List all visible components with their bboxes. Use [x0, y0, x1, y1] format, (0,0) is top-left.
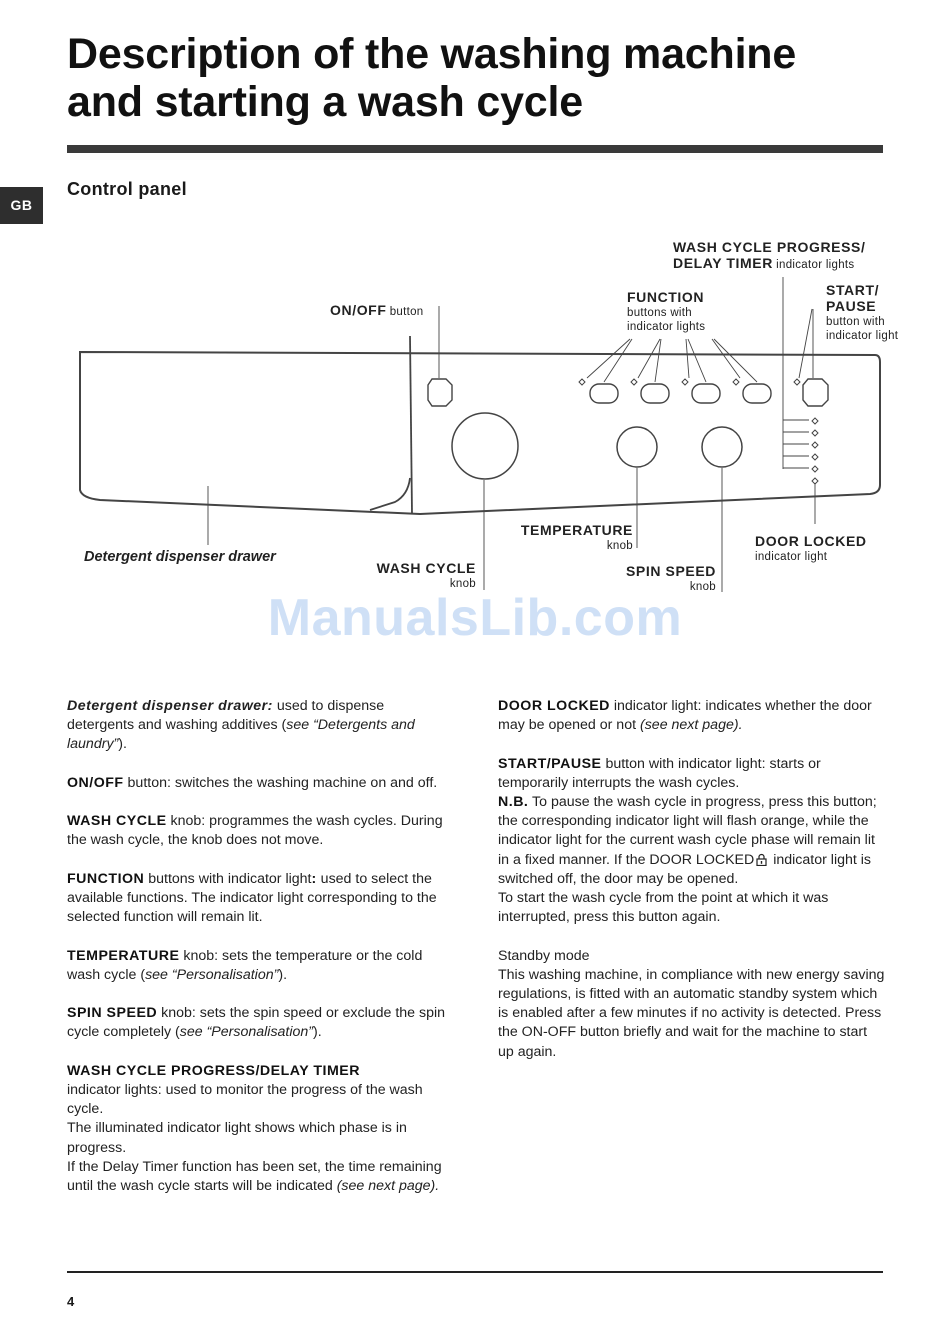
temperature-knob — [617, 427, 657, 467]
washcycle-term: WASH CYCLE — [67, 813, 167, 830]
onoff-term: ON/OFF — [67, 774, 124, 791]
washcycle-text: knob: programmes the wash cycles. During the wash cycle, the knob does not move. — [67, 813, 443, 849]
progress-label-line2: DELAY TIMER — [673, 255, 773, 271]
function-label-title: FUNCTION — [627, 289, 705, 305]
progress-label-sub: indicator lights — [776, 259, 855, 271]
function-button-4 — [743, 384, 771, 403]
start-pause-button-shape — [803, 379, 828, 406]
washcycle-paragraph — [67, 812, 452, 850]
detergent-paragraph — [67, 697, 452, 755]
right-column — [498, 697, 886, 1062]
start-text: button with indicator light: starts or temporarily interrupts the wash cycles. — [498, 755, 821, 791]
left-column — [67, 697, 452, 1196]
wash-cycle-knob — [452, 413, 518, 479]
start-label-sub2: indicator light — [826, 330, 899, 342]
temperature-label — [505, 523, 633, 553]
progress-label — [673, 240, 865, 272]
footer-rule — [67, 1271, 883, 1273]
function-term: FUNCTION — [67, 870, 145, 887]
spin-see: see “Personalisation” — [179, 1024, 314, 1041]
language-tab: GB — [0, 187, 43, 224]
progress-text1: indicator lights: used to monitor the progress of the wash cycle. — [67, 1081, 423, 1118]
detergent-close: ). — [118, 736, 127, 753]
standby-text: This washing machine, in compliance with new energy saving regulations, is fitted with an automatic standby system which is enabled after a few minutes if no activity is detected. Press the ON-OFF button briefly and wait for the machine to start up again. — [498, 966, 885, 1060]
onoff-paragraph — [67, 774, 452, 793]
spin-speed-knob — [702, 427, 742, 467]
door-label-title: DOOR LOCKED — [755, 533, 867, 549]
standby-paragraph — [498, 947, 886, 1062]
detergent-see: see “Detergents and laundry” — [67, 717, 415, 753]
door-text: indicator light: indicates whether the door may be opened or not — [498, 698, 872, 734]
start-label-line1: START/ — [826, 282, 880, 298]
function-label — [627, 290, 705, 334]
temperature-label-sub: knob — [606, 540, 633, 552]
temperature-term: TEMPERATURE — [67, 947, 180, 964]
progress-text3: If the Delay Timer function has been set, the time remaining until the wash cycle starts will be indicated — [67, 1158, 442, 1194]
progress-indicator-lights — [812, 418, 818, 484]
wash-cycle-label — [346, 561, 476, 591]
drawer-handle — [370, 478, 410, 510]
function-text1: buttons with indicator light — [144, 870, 312, 887]
page-number: 4 — [67, 1294, 75, 1309]
page-title-line1: Description of the washing machine — [67, 30, 797, 78]
temperature-see: see “Personalisation” — [145, 966, 279, 983]
detergent-term: Detergent dispenser drawer: — [67, 698, 273, 714]
nb-text1: To pause the wash cycle in progress, press this button; the corresponding indicator light will flash orange, while the indicator light for the current wash cycle phase will remain lit in a fixed manner. If the DOOR LOCKED — [498, 794, 877, 868]
progress-paragraph — [67, 1062, 452, 1196]
door-term: DOOR LOCKED — [498, 698, 610, 714]
function-label-sub1: buttons with — [627, 307, 692, 319]
section-heading: Control panel — [67, 179, 187, 199]
start-paragraph — [498, 755, 886, 793]
panel-outline — [80, 352, 880, 514]
start-label-sub1: button with — [826, 316, 885, 328]
standby-heading: Standby mode — [498, 947, 590, 964]
function-paragraph — [67, 870, 452, 928]
drawer-divider — [410, 336, 412, 514]
spin-label-title: SPIN SPEED — [625, 563, 716, 579]
temperature-paragraph — [67, 947, 452, 985]
washcycle-label-sub: knob — [449, 578, 476, 590]
spin-term: SPIN SPEED — [67, 1005, 158, 1022]
spin-text: knob: sets the spin speed or exclude the spin cycle completely ( — [67, 1005, 446, 1041]
detergent-label: Detergent dispenser drawer — [84, 549, 276, 565]
temperature-text: knob: sets the temperature or the cold wash cycle ( — [67, 947, 423, 983]
door-see: (see next page). — [639, 717, 743, 734]
start-label-line2: PAUSE — [826, 298, 877, 314]
temperature-close: ). — [278, 966, 288, 983]
progress-see: (see next page). — [336, 1177, 440, 1194]
door-locked-label — [755, 534, 867, 564]
onoff-button-shape — [428, 379, 452, 406]
onoff-text: button: switches the washing machine on and off. — [123, 774, 438, 791]
nb-term: N.B. — [498, 794, 529, 810]
onoff-label — [330, 303, 423, 319]
function-button-1 — [590, 384, 618, 403]
function-button-3 — [692, 384, 720, 403]
progress-text2: The illuminated indicator light shows which phase is in progress. — [67, 1120, 407, 1156]
function-label-sub2: indicator lights — [627, 321, 706, 333]
progress-term: WASH CYCLE PROGRESS/DELAY TIMER — [67, 1062, 360, 1079]
restart-paragraph: To start the wash cycle from the point at which it was interrupted, press this button again. — [498, 890, 829, 926]
spin-paragraph — [67, 1004, 452, 1042]
page-title-line2: and starting a wash cycle — [67, 78, 583, 126]
door-label-sub: indicator light — [755, 551, 828, 563]
temperature-label-title: TEMPERATURE — [520, 522, 633, 538]
detergent-text: used to dispense detergents and washing additives ( — [67, 698, 385, 734]
nb-paragraph — [498, 793, 886, 889]
function-button-2 — [641, 384, 669, 403]
control-panel-diagram — [0, 0, 950, 620]
spin-close: ). — [313, 1024, 322, 1041]
door-paragraph — [498, 697, 886, 735]
start-pause-label — [826, 283, 898, 343]
watermark: ManualsLib.com — [267, 589, 683, 647]
padlock-icon — [756, 853, 767, 866]
function-colon: : — [311, 870, 317, 887]
onoff-label-title: ON/OFF — [330, 302, 387, 318]
onoff-label-sub: button — [389, 306, 424, 318]
spin-label-sub: knob — [689, 581, 716, 593]
function-text2: used to select the available functions. The indicator light corresponding to the selected function will remain lit. — [67, 870, 437, 926]
nb-text2: indicator light is switched off, the door may be opened. — [498, 851, 872, 887]
washcycle-label-title: WASH CYCLE — [376, 560, 476, 576]
start-term: START/PAUSE — [498, 755, 602, 772]
progress-label-line1: WASH CYCLE PROGRESS/ — [673, 239, 866, 255]
